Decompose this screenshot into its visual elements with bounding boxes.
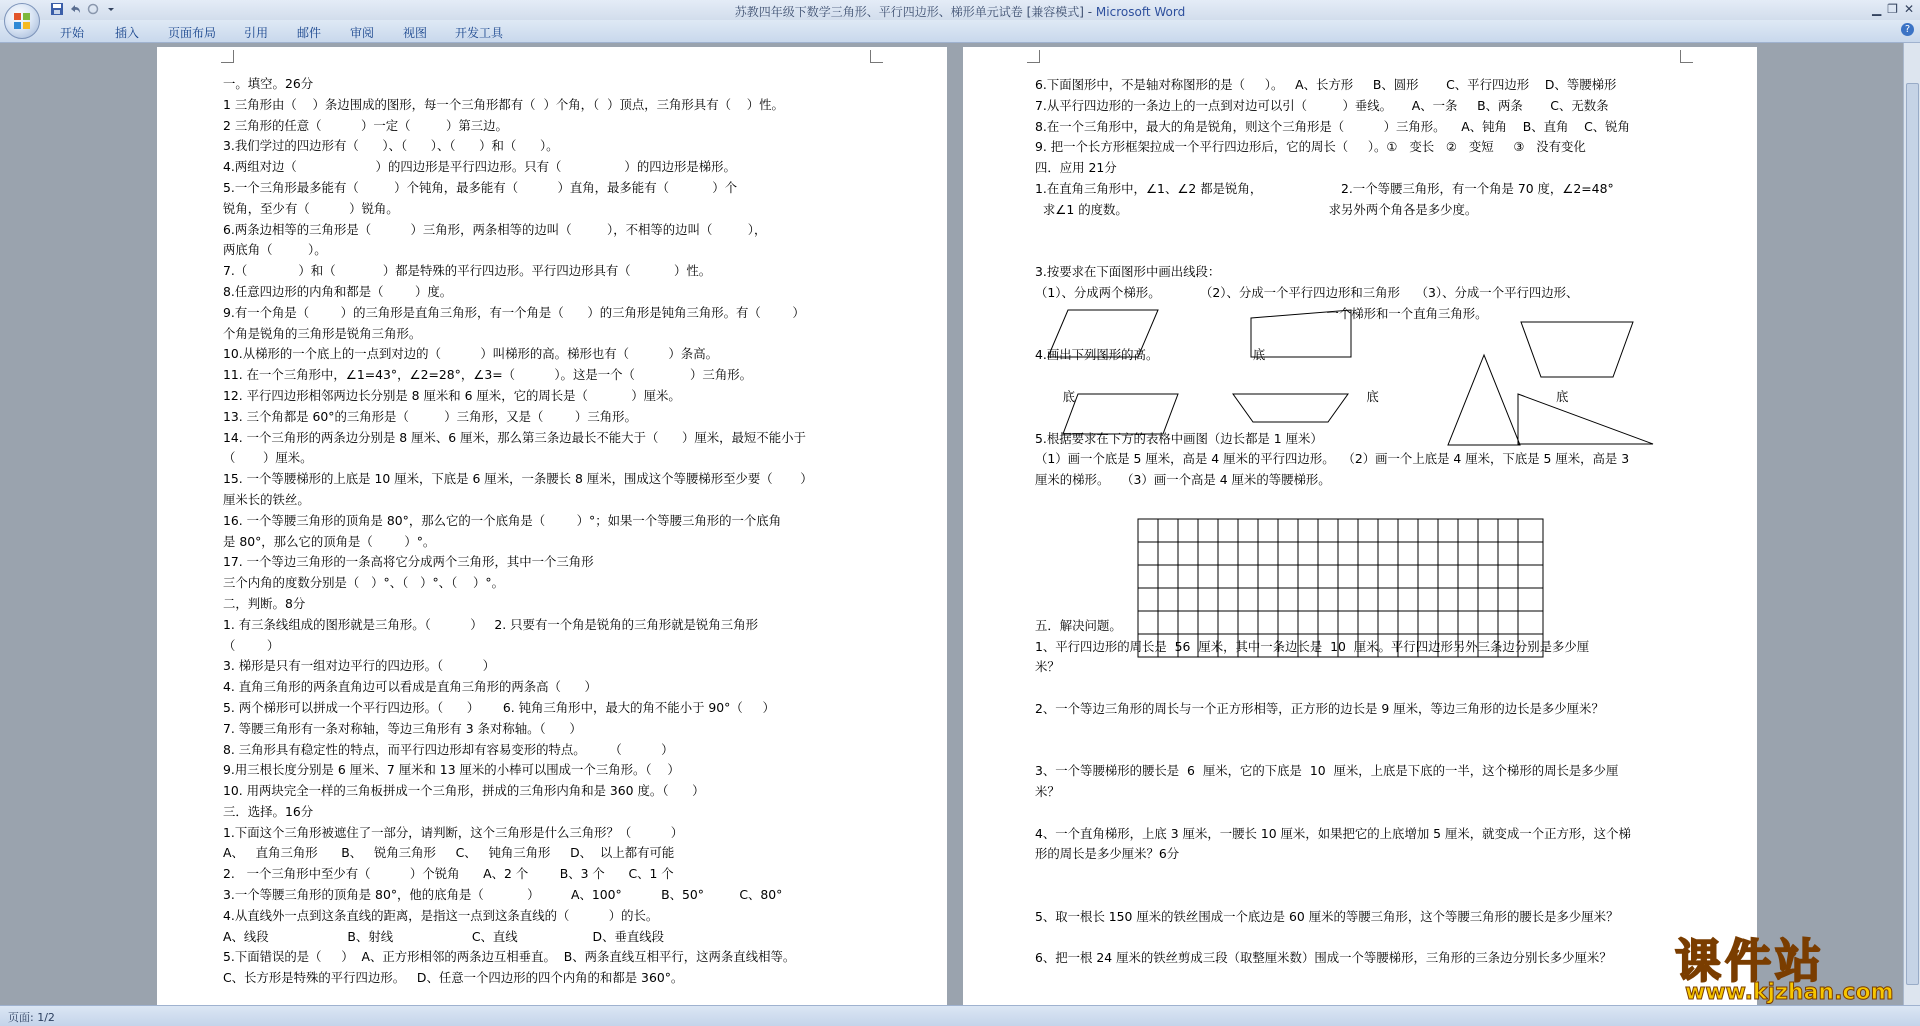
text-line: 6.下面图形中，不是轴对称图形的是（ ）。 A、长方形 B、圆形 C、平行四边形 D、等腰梯形 xyxy=(1035,77,1617,92)
quick-access-toolbar xyxy=(50,2,118,16)
tab-developer[interactable]: 开发工具 xyxy=(455,26,504,40)
text-line: 2. 一个三角形中至少有（ ）个锐角 A、2 个 B、3 个 C、1 个 xyxy=(223,866,674,882)
right-triangle-height-shape xyxy=(1518,394,1653,444)
text-line: 7. 等腰三角形有一条对称轴，等边三角形有 3 条对称轴。（ ） xyxy=(223,720,582,736)
text-line: （1）、分成两个梯形。 （2）、分成一个平行四边形和三角形 （3）、分成一个平行四边形、 xyxy=(1035,284,1579,300)
text-line: 6.两条边相等的三角形是（ ）三角形，两条相等的边叫（ ），不相等的边叫（ ）， xyxy=(223,221,767,237)
text-line: 2 三角形的任意（ ）一定（ ）第三边。 xyxy=(223,117,508,133)
isosceles-trapezoid-shape xyxy=(1521,322,1633,377)
office-logo-icon xyxy=(13,12,31,30)
tab-view[interactable]: 视图 xyxy=(403,26,428,40)
text-line: 17. 一个等边三角形的一条高将它分成两个三角形，其中一个三角形 xyxy=(223,554,594,570)
text-line: 2、一个等边三角形的周长与一个正方形相等，正方形的边长是 9 厘米，等边三角形的边长是多少厘米？ xyxy=(1035,700,1604,716)
text-line: 底 底 底 xyxy=(1035,388,1569,404)
customize-qat-icon[interactable] xyxy=(104,2,118,16)
text-line: C、长方形是特殊的平行四边形。 D、任意一个四边形的四个内角的和都是 360°。 xyxy=(223,970,684,986)
parallelogram-shape xyxy=(1048,310,1158,357)
text-line: 11. 在一个三角形中，∠1=43°，∠2=28°，∠3=（ ）。这是一个（ ）三角形。 xyxy=(223,367,752,383)
trapezoid-height-shape xyxy=(1233,394,1348,422)
text-line: 锐角，至少有（ ）锐角。 xyxy=(223,200,399,216)
text-line: 四．应用 21分 xyxy=(1035,160,1117,176)
text-line: 5.根据要求在下方的表格中画图（边长都是 1 厘米） xyxy=(1035,430,1323,446)
text-line: 是 80°，那么它的顶角是（ ）°。 xyxy=(223,533,436,549)
restore-icon[interactable]: ❐ xyxy=(1887,2,1898,16)
office-button[interactable] xyxy=(4,3,40,39)
text-line: 形的周长是多少厘米？6分 xyxy=(1035,846,1180,862)
text-line: 米？ xyxy=(1035,784,1060,800)
tab-mailings[interactable]: 邮件 xyxy=(297,26,322,40)
app-name: Microsoft Word xyxy=(1095,5,1186,19)
text-line: 4.两组对边（ ）的四边形是平行四边形。只有（ ）的四边形是梯形。 xyxy=(223,159,736,175)
text-line: 7.从平行四边形的一条边上的一点到对边可以引（ ）垂线。 A、一条 B、两条 C、无数条 xyxy=(1035,97,1609,113)
text-line: 两底角（ ）。 xyxy=(223,242,327,258)
watermark-text: 课件站 xyxy=(1675,934,1825,988)
text-line: 个角是锐角的三角形是锐角三角形。 xyxy=(223,325,422,341)
scrollbar-thumb[interactable] xyxy=(1906,83,1919,985)
text-line: 16. 一个等腰三角形的顶角是 80°，那么它的一个底角是（ ）°；如果一个等腰三角形的一个底角 xyxy=(223,512,782,528)
triangle-height-shape xyxy=(1448,355,1520,445)
site-watermark xyxy=(1665,925,1915,1005)
tab-review[interactable]: 审阅 xyxy=(350,26,375,40)
text-line: 3.我们学过的四边形有（ ）、（ ）、（ ）和（ ）。 xyxy=(223,138,559,154)
text-line: A、 直角三角形 B、 锐角三角形 C、 钝角三角形 D、 以上都有可能 xyxy=(223,845,675,861)
text-line: 二，判断。8分 xyxy=(223,595,306,611)
text-line: 9. 把一个长方形框架拉成一个平行四边形后，它的周长（ ）。① 变长 ② 变短 ③ 没有变化 xyxy=(1035,139,1586,155)
close-icon[interactable]: ✕ xyxy=(1903,2,1914,16)
trapezoid-shape xyxy=(1251,310,1351,357)
watermark-url: www.kjzhan.com xyxy=(1685,980,1894,1005)
text-line: 求∠1 的度数。 求另外两个角各是多少度。 xyxy=(1035,201,1478,217)
text-line: 8.在一个三角形中，最大的角是锐角，则这个三角形是（ ）三角形。 A、钝角 B、直角 C、锐角 xyxy=(1035,118,1630,134)
help-icon[interactable]: ? xyxy=(1901,23,1914,36)
page-indicator[interactable]: 页面: 1/2 xyxy=(8,1011,55,1024)
vertical-scrollbar[interactable] xyxy=(1903,43,1920,1005)
text-line: 5、取一根长 150 厘米的铁丝围成一个底边是 60 厘米的等腰三角形，这个等腰三角形的腰长是多少厘米？ xyxy=(1035,908,1619,924)
status-bar xyxy=(0,1005,1920,1026)
text-line: （ ）厘米。 xyxy=(223,450,313,466)
page-1-text[interactable] xyxy=(223,74,813,989)
text-line: 3. 梯形是只有一组对边平行的四边形。（ ） xyxy=(223,658,495,674)
window-controls xyxy=(1872,2,1914,16)
text-line: 5. 两个梯形可以拼成一个平行四边形。（ ） 6. 钝角三角形中，最大的角不能小于 90°（ ） xyxy=(223,699,775,715)
crop-mark xyxy=(221,50,234,63)
redo-icon[interactable] xyxy=(86,2,100,16)
window-title: 苏教四年级下数学三角形、平行四边形、梯形单元试卷 [兼容模式] - Microsoft Word xyxy=(734,5,1186,19)
text-line: 厘米的梯形。 （3）画一个高是 4 厘米的等腰梯形。 xyxy=(1035,472,1331,488)
text-line: 7.（ ）和（ ）都是特殊的平行四边形。平行四边形具有（ ）性。 xyxy=(223,263,712,279)
tab-insert[interactable]: 插入 xyxy=(115,26,140,40)
document-page-1[interactable] xyxy=(157,47,947,1005)
text-line: 1. 有三条线组成的图形就是三角形。（ ） 2. 只要有一个角是锐角的三角形就是锐角三角形 xyxy=(223,616,758,632)
tab-references[interactable]: 引用 xyxy=(244,26,269,40)
title-bar xyxy=(0,0,1920,20)
tab-home[interactable]: 开始 xyxy=(60,26,85,40)
text-line: 1、平行四边形的周长是 56 厘米，其中一条边长是 10 厘米。平行四边形另外三条边分别是多少厘 xyxy=(1035,638,1590,654)
document-page-2[interactable] xyxy=(963,47,1757,1005)
geometry-figures xyxy=(963,47,1757,1005)
text-line: 9.有一个角是（ ）的三角形是直角三角形，有一个角是（ ）的三角形是钝角三角形。有（ ） xyxy=(223,304,805,320)
text-line: 6、把一根 24 厘米的铁丝剪成三段（取整厘米数）围成一个等腰梯形，三角形的三条边分别长多少厘米？ xyxy=(1035,950,1612,966)
text-line: 三．选择。16分 xyxy=(223,803,314,819)
save-icon[interactable] xyxy=(50,2,64,16)
text-line: 1.下面这个三角形被遮住了一部分，请判断，这个三角形是什么三角形？（ ） xyxy=(223,824,684,840)
text-line: （ ） xyxy=(223,637,280,653)
drawing-grid xyxy=(1138,519,1543,657)
parallelogram-height-shape xyxy=(1063,394,1178,434)
text-line: 1 三角形由（ ）条边围成的图形，每一个三角形都有（ ）个角，（ ）顶点，三角形具有（ ）性。 xyxy=(223,96,784,112)
text-line: 米？ xyxy=(1035,659,1060,675)
text-line: 10.从梯形的一个底上的一点到对边的（ ）叫梯形的高。梯形也有（ ）条高。 xyxy=(223,346,718,362)
text-line: 8. 三角形具有稳定性的特点，而平行四边形却有容易变形的特点。 （ ） xyxy=(223,741,674,757)
text-line: 三个内角的度数分别是（ ）°、（ ）°、（ ）°。 xyxy=(223,575,504,591)
text-line: 4. 直角三角形的两条直角边可以看成是直角三角形的两条高（ ） xyxy=(223,679,597,695)
undo-icon[interactable] xyxy=(68,2,82,16)
text-line: 12. 平行四边形相邻两边长分别是 8 厘米和 6 厘米，它的周长是（ ）厘米。 xyxy=(223,387,681,403)
text-line: 14. 一个三角形的两条边分别是 8 厘米、6 厘米，那么第三条边最长不能大于（ ）厘米，最短不能小于 xyxy=(223,429,806,445)
text-line: 15. 一个等腰梯形的上底是 10 厘米，下底是 6 厘米，一条腰长 8 厘米，围成这个等腰梯形至少要（ ） xyxy=(223,471,813,487)
text-line: 1.在直角三角形中，∠1、∠2 都是锐角， 2.一个等腰三角形，有一个角是 70 度，∠2=48° xyxy=(1035,180,1614,196)
text-line: 4.从直线外一点到这条直线的距离，是指这一点到这条直线的（ ）的长。 xyxy=(223,907,659,923)
text-line: （1）画一个底是 5 厘米，高是 4 厘米的平行四边形。 （2）画一个上底是 4 厘米，下底是 5 厘米，高是 3 xyxy=(1035,451,1630,467)
text-line: 8.任意四边形的内角和都是（ ）度。 xyxy=(223,283,453,299)
tab-page-layout[interactable]: 页面布局 xyxy=(168,26,217,40)
text-line: 厘米长的铁丝。 xyxy=(223,491,310,507)
text-line: 10. 用两块完全一样的三角板拼成一个三角形，拼成的三角形内角和是 360 度。（ ） xyxy=(223,783,705,799)
text-line: 13. 三个角都是 60°的三角形是（ ）三角形，又是（ ）三角形。 xyxy=(223,408,637,424)
text-line: 9.用三根长度分别是 6 厘米、7 厘米和 13 厘米的小棒可以围成一个三角形。（ ） xyxy=(223,762,680,778)
text-line: 5.一个三角形最多能有（ ）个钝角，最多能有（ ）直角，最多能有（ ）个 xyxy=(223,179,738,195)
text-line: 一个梯形和一个直角三角形。 xyxy=(1035,305,1488,321)
text-line: A、线段 B、射线 C、直线 D、垂直线段 xyxy=(223,928,665,944)
text-line: 4、一个直角梯形，上底 3 厘米，一腰长 10 厘米，如果把它的上底增加 5 厘米，就变成一个正方形，这个梯 xyxy=(1035,825,1631,841)
text-line: 五．解决问题。 xyxy=(1035,617,1122,633)
text-line: 4.画出下列图形的高。 底 xyxy=(1035,347,1266,363)
crop-mark xyxy=(870,50,883,63)
minimize-icon[interactable]: ▁ xyxy=(1871,2,1882,16)
ribbon-tabs xyxy=(0,20,1920,43)
text-line: 3.按要求在下面图形中画出线段： xyxy=(1035,264,1221,280)
text-line: 3.一个等腰三角形的顶角是 80°，他的底角是（ ） A、100° B、50° C、80° xyxy=(223,887,783,903)
text-line: 5.下面错误的是（ ） A、正方形相邻的两条边互相垂直。 B、两条直线互相平行，这两条直线相等。 xyxy=(223,949,796,965)
text-line: 一。填空。26分 xyxy=(223,76,314,91)
text-line: 3、一个等腰梯形的腰长是 6 厘米，它的下底是 10 厘米，上底是下底的一半，这个梯形的周长是多少厘 xyxy=(1035,763,1619,779)
